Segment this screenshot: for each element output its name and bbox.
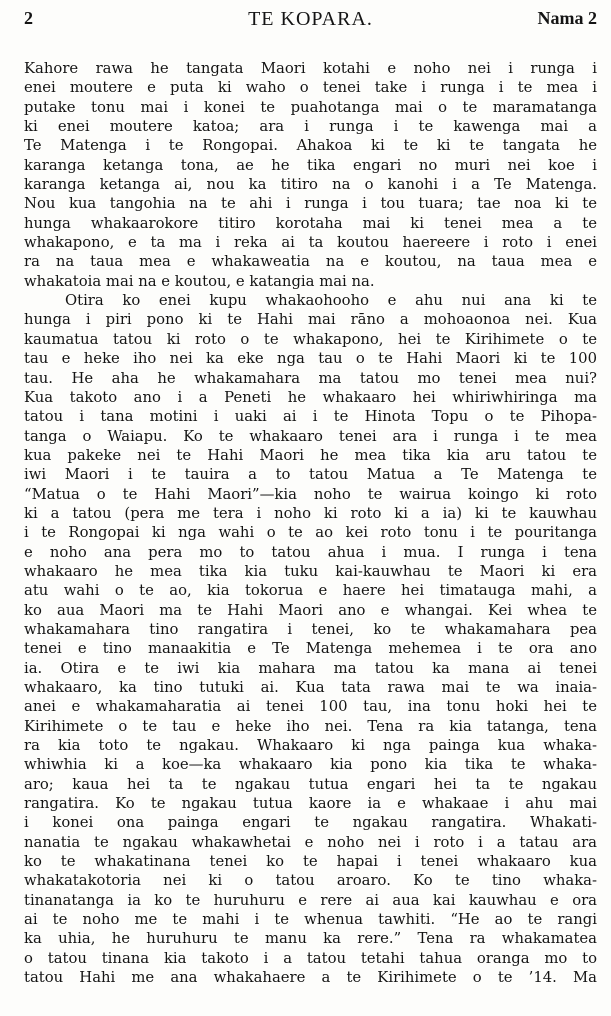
- text-line: atu wahi o te ao, kia tokorua e haere hei timatauga mahi, a: [24, 582, 597, 600]
- text-line: karanga ketanga tona, ae he tika engari no muri nei koe i: [24, 156, 597, 174]
- text-line: Otira ko enei kupu whakaohooho e ahu nui ana ki te: [65, 292, 597, 310]
- text-line: ki a tatou (pera me tera i noho ki roto ki a ia) ki te kauwhau: [24, 504, 597, 522]
- text-line: ki enei moutere katoa; ara i runga i te kawenga mai a: [24, 118, 597, 136]
- text-line: ai te noho me te mahi i te whenua tawhiti. “He ao te rangi: [24, 911, 597, 929]
- text-line: tau. He aha he whakamahara ma tatou mo tenei mea nui?: [24, 369, 597, 387]
- text-line: Kahore rawa he tangata Maori kotahi e noho nei i runga i: [24, 60, 597, 77]
- text-line: putake tonu mai i konei te puahotanga mai o te maramatanga: [24, 98, 597, 116]
- text-line: ia. Otira e te iwi kia mahara ma tatou ka mana ai tenei: [24, 659, 597, 677]
- text-line: kua pakeke nei te Hahi Maori he mea tika kia aru tatou te: [24, 446, 597, 464]
- text-line: Nou kua tangohia na te ahi i runga i tou tuara; tae noa ki te: [24, 195, 597, 213]
- text-line: anei e whakamaharatia ai tenei 100 tau, ina tonu hoki hei te: [24, 698, 597, 716]
- text-line: e noho ana pera mo to tatou ahua i mua. I runga i tena: [24, 543, 597, 561]
- text-line: ra kia toto te ngakau. Whakaaro ki nga painga kua whaka-: [24, 737, 597, 755]
- text-line: tanga o Waiapu. Ko te whakaaro tenei ara i runga i te mea: [24, 427, 597, 445]
- text-line: whakamahara tino rangatira i tenei, ko te whakamahara pea: [24, 620, 597, 638]
- text-line: whakaaro he mea tika kia tuku kai-kauwhau te Maori ki era: [24, 562, 597, 580]
- issue-label: Nama 2: [537, 8, 597, 28]
- text-line: iwi Maori i te tauira a to tatou Matua a Te Matenga te: [24, 466, 597, 484]
- article-text: [24, 59, 597, 988]
- text-line: ko te whakatinana tenei ko te hapai i tenei whakaaro kua: [24, 853, 597, 871]
- text-line: whakaaro, ka tino tutuki ai. Kua tata rawa mai te wa inaia-: [24, 679, 597, 696]
- text-line: nanatia te ngakau whakawhetai e noho nei i roto i a tatau ara: [24, 833, 597, 851]
- text-line: ra na taua mea e whakaweatia na e koutou, na taua mea e: [24, 253, 597, 271]
- text-line: i te Rongopai ki nga wahi o te ao kei roto tonu i te pouritanga: [24, 524, 597, 542]
- text-line: rangatira. Ko te ngakau tutua kaore ia e whakaae i ahu mai: [24, 795, 597, 813]
- text-line: hunga i piri pono ki te Hahi mai rāno a mohoaonoa nei. Kua: [24, 311, 597, 329]
- text-line: aro; kaua hei ta te ngakau tutua engari hei ta te ngakau: [24, 775, 597, 793]
- text-line: kaumatua tatou ki roto o te whakapono, hei te Kirihimete o te: [24, 330, 597, 348]
- text-line: Te Matenga i te Rongopai. Ahakoa ki te ki te tangata he: [24, 137, 597, 155]
- text-line: tau e heke iho nei ka eke nga tau o te Hahi Maori ki te 100: [24, 350, 597, 368]
- text-line: Kua takoto ano i a Peneti he whakaaro hei whiriwhiringa ma: [24, 388, 597, 406]
- text-line: o tatou tinana kia takoto i a tatou tetahi tahua oranga mo to: [24, 949, 597, 967]
- page-number: 2: [24, 8, 33, 28]
- text-line: tinanatanga ia ko te huruhuru e rere ai aua kai kauwhau e ora: [24, 891, 597, 909]
- text-line: hunga whakaarokore titiro korotaha mai ki tenei mea a te: [24, 214, 597, 232]
- text-line: Kirihimete o te tau e heke iho nei. Tena ra kia tatanga, tena: [24, 717, 597, 735]
- text-line: ka uhia, he huruhuru te manu ka rere.” Tena ra whakamatea: [24, 930, 597, 948]
- text-line: “Matua o te Hahi Maori”—kia noho te wairua koingo ki roto: [24, 485, 597, 503]
- text-line: tatou Hahi me ana whakahaere a te Kirihimete o te ’14. Ma: [24, 969, 597, 987]
- page-header: [24, 8, 597, 36]
- text-line: ko aua Maori ma te Hahi Maori ano e whangai. Kei whea te: [24, 601, 597, 619]
- running-title: TE KOPARA.: [248, 8, 373, 30]
- text-line: whiwhia ki a koe—ka whakaaro kia pono kia tika te whaka-: [24, 756, 597, 774]
- text-line: i konei ona painga engari te ngakau rangatira. Whakati-: [24, 814, 597, 832]
- text-line: tenei e tino manaakitia e Te Matenga mehemea i te ora ano: [24, 640, 597, 658]
- text-line: enei moutere e puta ki waho o tenei take i runga i te mea i: [24, 79, 597, 97]
- text-line: whakatoia mai na e koutou, e katangia mai na.: [24, 272, 375, 290]
- text-line: whakatakotoria nei ki o tatou aroaro. Ko te tino whaka-: [24, 872, 597, 890]
- text-line: tatou i tana motini i uaki ai i te Hinota Topu o te Pihopa-: [24, 408, 597, 426]
- text-line: karanga ketanga ai, nou ka titiro na o kanohi i a Te Matenga.: [24, 176, 597, 194]
- text-line: whakapono, e ta ma i reka ai ta koutou haereere i roto i enei: [24, 234, 597, 252]
